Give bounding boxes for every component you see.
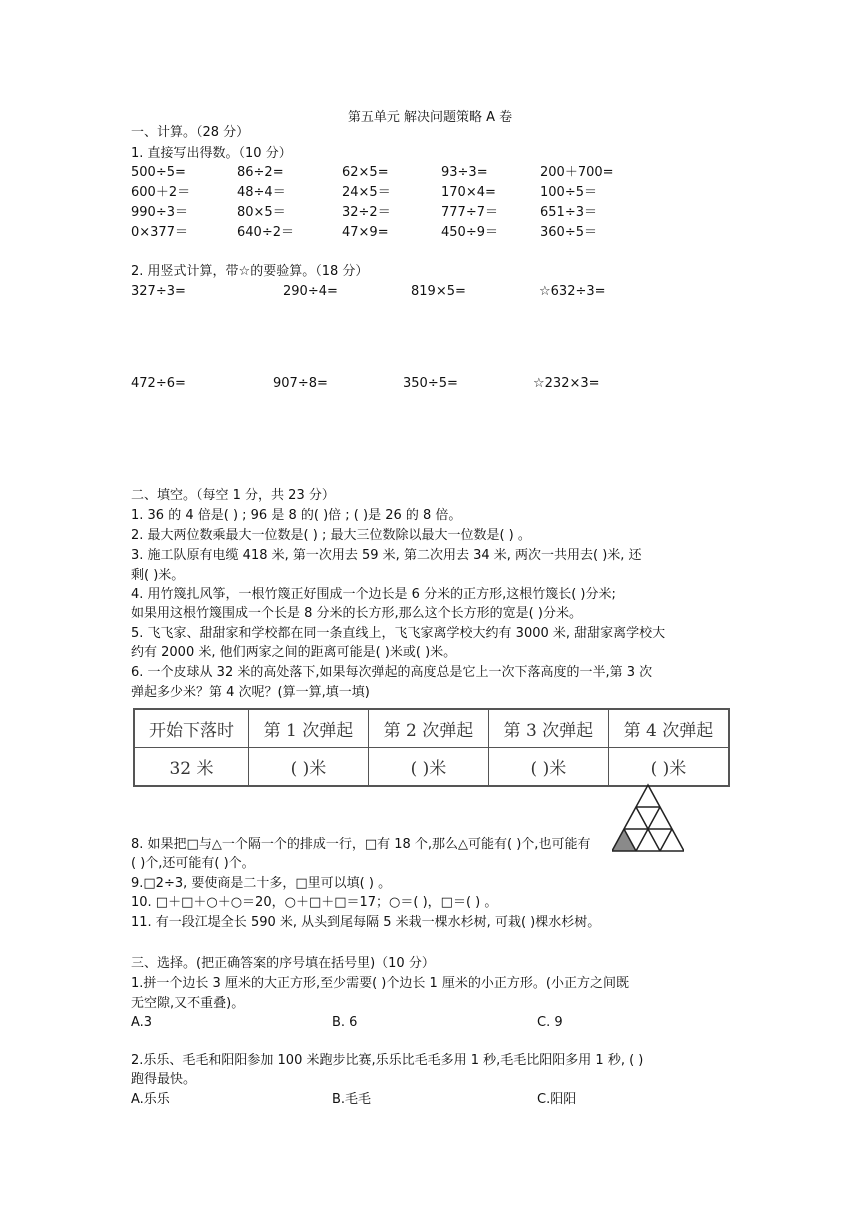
calc-item: 990÷3＝	[131, 205, 188, 220]
fill-line: 11. 有一段江堤全长 590 米, 从头到尾每隔 5 米栽一棵水杉树, 可栽( )棵水杉树。	[131, 915, 601, 930]
vertical-calc-item: ☆632÷3=	[539, 284, 606, 299]
vertical-calc-item: ☆232×3=	[533, 376, 600, 391]
fill-line: 10. □＋□＋○＋○＝20，○＋□＋□＝17；○＝( )，□＝( ) 。	[131, 895, 498, 910]
calc-item: 200＋700=	[540, 165, 614, 180]
table-header-cell: 第 4 次弹起	[608, 709, 729, 748]
page-title: 第五单元 解决问题策略 A 卷	[347, 110, 513, 125]
calc-item: 93÷3=	[441, 165, 488, 180]
fill-line: 2. 最大两位数乘最大一位数是( ) ; 最大三位数除以最大一位数是( ) 。	[131, 528, 531, 543]
fill-line: 3. 施工队原有电缆 418 米, 第一次用去 59 米, 第二次用去 34 米, 两次一共用去( )米, 还	[131, 548, 642, 563]
vertical-calc-item: 290÷4=	[283, 284, 338, 299]
table-header-cell: 第 1 次弹起	[248, 709, 368, 748]
fill-line: 1. 36 的 4 倍是( ) ; 96 是 8 的( )倍 ; ( )是 26 的 8 倍。	[131, 508, 462, 523]
calc-item: 24×5＝	[342, 185, 391, 200]
choice-option: C.阳阳	[537, 1092, 577, 1107]
table-header-cell: 开始下落时	[134, 709, 248, 748]
table-cell: ( )米	[488, 748, 608, 787]
calc-item: 600＋2＝	[131, 185, 191, 200]
calc-item: 48÷4＝	[237, 185, 286, 200]
calc-item: 450÷9＝	[441, 225, 498, 240]
fill-line: 8. 如果把□与△一个隔一个的排成一行，□有 18 个,那么△可能有( )个,也可能有	[131, 837, 591, 852]
calc-item: 100÷5＝	[540, 185, 597, 200]
choice-option: A.3	[131, 1015, 153, 1030]
calc-item: 47×9=	[342, 225, 389, 240]
fill-line: 6. 一个皮球从 32 米的高处落下,如果每次弹起的高度总是它上一次下落高度的一半,第 3 次	[131, 665, 653, 680]
choice-question: 2.乐乐、毛毛和阳阳参加 100 米跑步比赛,乐乐比毛毛多用 1 秒,毛毛比阳阳多用 1 秒, ( )	[131, 1053, 644, 1068]
calc-item: 80×5＝	[237, 205, 286, 220]
triangle-grid-icon	[612, 783, 684, 853]
calc-item: 777÷7＝	[441, 205, 498, 220]
shaded-triangle	[612, 829, 636, 851]
calc-item: 651÷3＝	[540, 205, 597, 220]
fill-line: 剩( )米。	[131, 568, 185, 583]
table-cell: ( )米	[248, 748, 368, 787]
fill-line: 9.□2÷3, 要使商是二十多，□里可以填( ) 。	[131, 876, 392, 891]
vertical-calc-item: 327÷3=	[131, 284, 186, 299]
table-header-cell: 第 2 次弹起	[368, 709, 488, 748]
calc-item: 500÷5=	[131, 165, 186, 180]
vertical-calc-item: 350÷5=	[403, 376, 458, 391]
calc-item: 170×4=	[441, 185, 496, 200]
section1-heading: 一、计算。（28 分）	[131, 125, 250, 140]
calc-item: 32÷2＝	[342, 205, 391, 220]
q2-heading: 2. 用竖式计算，带☆的要验算。（18 分）	[131, 264, 369, 279]
fill-line: 5. 飞飞家、甜甜家和学校都在同一条直线上，飞飞家离学校大约有 3000 米, 甜甜家离学校大	[131, 626, 666, 641]
bounce-table	[133, 708, 730, 787]
vertical-calc-item: 907÷8=	[273, 376, 328, 391]
fill-line: ( )个,还可能有( )个。	[131, 856, 255, 871]
grid-line	[660, 829, 672, 851]
choice-question: 跑得最快。	[131, 1072, 197, 1087]
calc-item: 640÷2＝	[237, 225, 294, 240]
choice-question: 1.拼一个边长 3 厘米的大正方形,至少需要( )个边长 1 厘米的小正方形。(小正方之间既	[131, 976, 629, 991]
choice-option: B.毛毛	[332, 1092, 372, 1107]
calc-item: 360÷5＝	[540, 225, 597, 240]
table-header-cell: 第 3 次弹起	[488, 709, 608, 748]
vertical-calc-item: 819×5=	[411, 284, 466, 299]
section2-heading: 二、填空。（每空 1 分，共 23 分）	[131, 488, 335, 503]
calc-item: 0×377＝	[131, 225, 188, 240]
choice-question: 无空隙,又不重叠)。	[131, 996, 245, 1011]
fill-line: 4. 用竹篾扎风筝，一根竹篾正好围成一个边长是 6 分米的正方形,这根竹篾长( )分米;	[131, 587, 616, 602]
vertical-calc-item: 472÷6=	[131, 376, 186, 391]
fill-line: 如果用这根竹篾围成一个长是 8 分米的长方形,那么这个长方形的宽是( )分米。	[131, 606, 582, 621]
table-cell: ( )米	[368, 748, 488, 787]
fill-line: 弹起多少米？第 4 次呢？(算一算,填一填)	[131, 685, 370, 700]
choice-option: A.乐乐	[131, 1092, 170, 1107]
calc-item: 62×5=	[342, 165, 389, 180]
calc-item: 86÷2=	[237, 165, 284, 180]
fill-line: 约有 2000 米, 他们两家之间的距离可能是( )米或( )米。	[131, 645, 457, 660]
table-row	[134, 709, 729, 748]
choice-option: B. 6	[332, 1015, 358, 1030]
section3-heading: 三、选择。(把正确答案的序号填在括号里)（10 分）	[131, 956, 435, 971]
table-cell: ( )米	[608, 748, 729, 787]
table-row	[134, 748, 729, 787]
q1-heading: 1. 直接写出得数。（10 分）	[131, 146, 292, 161]
table-cell: 32 米	[134, 748, 248, 787]
choice-option: C. 9	[537, 1015, 563, 1030]
